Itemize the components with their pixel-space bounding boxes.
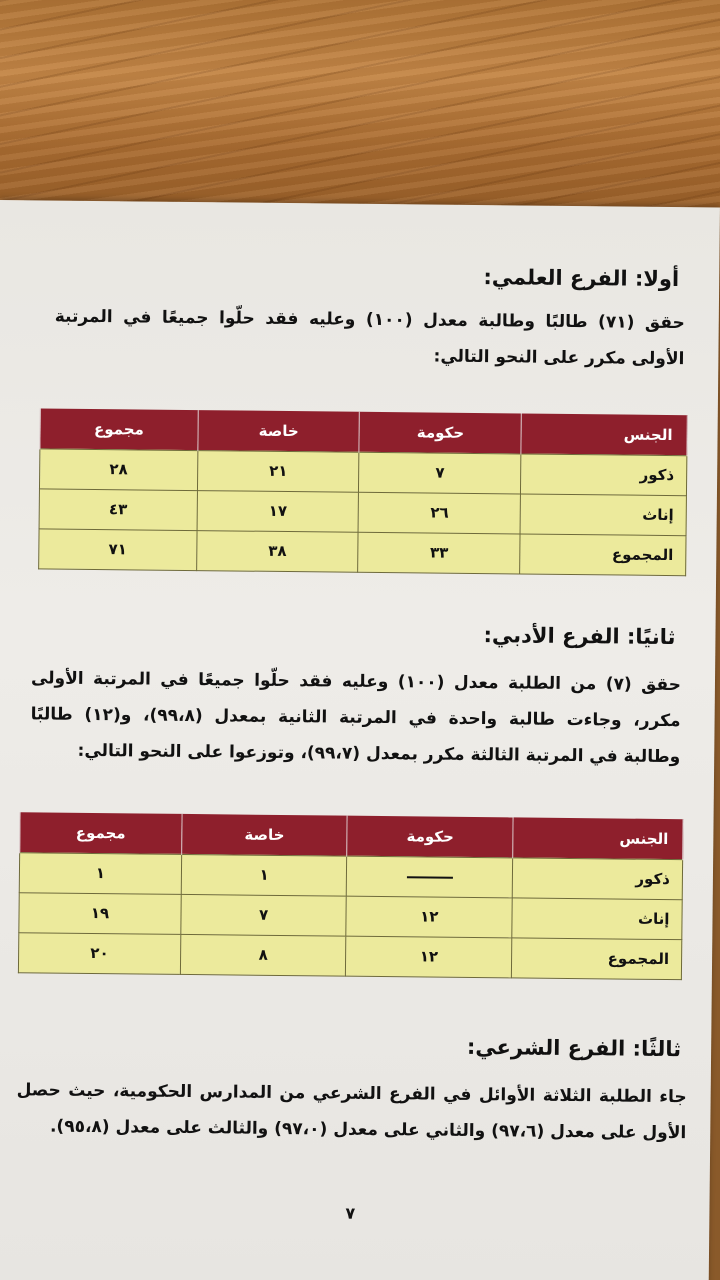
header-gender: الجنس xyxy=(521,413,687,455)
header-private: خاصة xyxy=(198,410,360,452)
table-header-row xyxy=(20,812,683,859)
cell-government: ٣٣ xyxy=(358,532,520,574)
cell-private: ٨ xyxy=(180,934,346,976)
section1-heading: أولا: الفرع العلمي: xyxy=(483,265,680,292)
cell-private: ٣٨ xyxy=(196,530,358,572)
row-label: ذكور xyxy=(512,857,682,899)
row-label: ذكور xyxy=(521,453,687,495)
section3-heading: ثالثًا: الفرع الشرعي: xyxy=(466,1034,682,1062)
wooden-desk-background xyxy=(0,0,720,215)
cell-total: ٢٨ xyxy=(39,448,197,490)
cell-private: ١ xyxy=(181,854,347,896)
header-government: حكومة xyxy=(359,412,521,454)
cell-total: ١٩ xyxy=(19,892,181,934)
cell-total: ٢٠ xyxy=(18,932,180,974)
section1-paragraph: حقق (٧١) طالبًا وطالبة معدل (١٠٠) وعليه فقد حلّوا جميعًا في المرتبة الأولى مكرر على النحو التالي: xyxy=(54,306,685,370)
cell-private: ١٧ xyxy=(197,490,359,532)
table-row xyxy=(18,932,681,979)
row-label: إناث xyxy=(520,493,686,535)
section2-heading: ثانيًا: الفرع الأدبي: xyxy=(483,623,676,650)
cell-total: ٧١ xyxy=(39,528,197,570)
cell-government: ٢٦ xyxy=(359,492,521,534)
document-page xyxy=(0,200,720,1280)
cell-private: ٢١ xyxy=(197,450,359,492)
row-label: إناث xyxy=(512,897,682,939)
row-label: المجموع xyxy=(520,533,686,575)
header-gender: الجنس xyxy=(513,817,683,859)
cell-total: ١ xyxy=(19,852,181,894)
cell-government: ١٢ xyxy=(346,896,512,938)
header-private: خاصة xyxy=(181,814,347,856)
table-row xyxy=(39,488,686,535)
cell-private: ٧ xyxy=(181,894,347,936)
cell-government xyxy=(347,856,513,898)
literary-branch-table xyxy=(18,812,684,979)
table-row xyxy=(19,892,682,939)
section3-paragraph: جاء الطلبة الثلاثة الأوائل في الفرع الشرعي من المدارس الحكومية، حيث حصل الأول على معدل (٩٧،٦) والثاني على معدل (٩٧،٠) والثالث على معدل (٩٥،٨). xyxy=(16,1080,687,1144)
table-header-row xyxy=(40,408,687,455)
table-row xyxy=(39,528,686,575)
row-label: المجموع xyxy=(512,937,682,979)
section2-paragraph: حقق (٧) من الطلبة معدل (١٠٠) وعليه فقد حلّوا جميعًا في المرتبة الأولى مكرر، وجاءت طالبة واحدة في المرتبة الثانية بمعدل (٩٩،٨)، و(١٢) طالبًا وطالبة في المرتبة الثالثة مكرر بمعدل (٩٩،٧)، وتوزعوا على النحو التالي: xyxy=(30,668,682,768)
page-number: ٧ xyxy=(345,1203,356,1223)
cell-total: ٤٣ xyxy=(39,488,197,530)
cell-government: ١٢ xyxy=(346,936,512,978)
dash-empty-value xyxy=(407,876,453,878)
table-row xyxy=(19,852,682,899)
science-branch-table xyxy=(38,408,688,575)
header-total: مجموع xyxy=(40,408,198,450)
cell-government: ٧ xyxy=(359,452,521,494)
header-government: حكومة xyxy=(347,816,513,858)
header-total: مجموع xyxy=(20,812,182,854)
table-row xyxy=(39,448,686,495)
